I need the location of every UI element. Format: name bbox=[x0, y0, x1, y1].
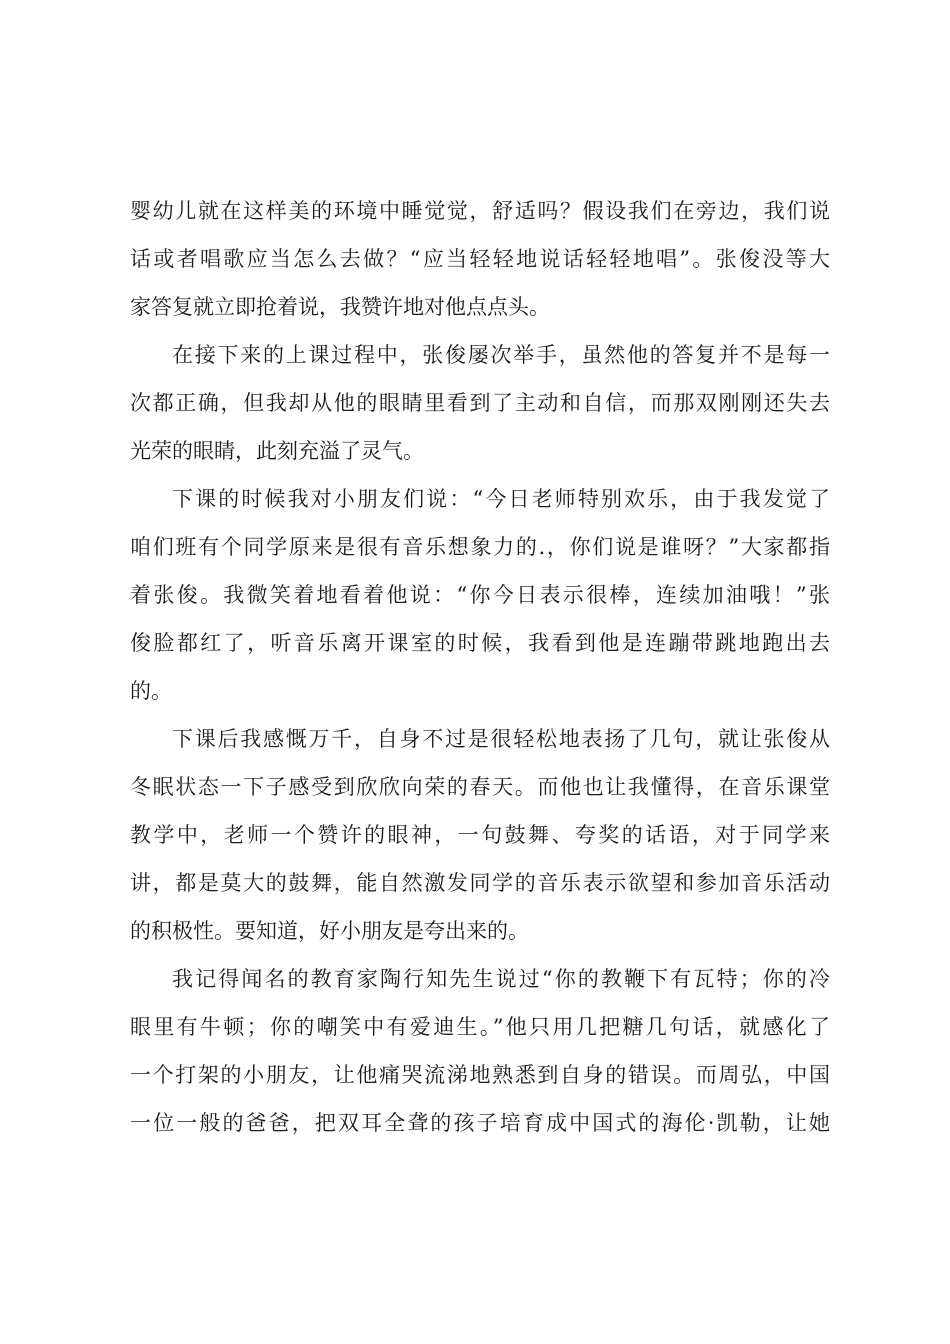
text-line: 下课后我感慨万千，自身不过是很轻松地表扬了几句，就让张俊从 bbox=[172, 727, 830, 751]
text-line: 话或者唱歌应当怎么去做？“应当轻轻地说话轻轻地唱”。张俊没等大 bbox=[130, 247, 830, 271]
text-line: 的。 bbox=[130, 679, 172, 703]
text-line: 家答复就立即抢着说，我赞许地对他点点头。 bbox=[130, 295, 550, 319]
text-line: 教学中，老师一个赞许的眼神，一句鼓舞、夸奖的话语，对于同学来 bbox=[130, 823, 830, 847]
text-line: 的积极性。要知道，好小朋友是夸出来的。 bbox=[130, 919, 529, 943]
paragraph-1 bbox=[130, 187, 830, 331]
text-line: 一个打架的小朋友，让他痛哭流涕地熟悉到自身的错误。而周弘，中国 bbox=[130, 1063, 830, 1087]
paragraph-2 bbox=[130, 331, 830, 475]
text-line: 下课的时候我对小朋友们说：“今日老师特别欢乐，由于我发觉了 bbox=[172, 487, 830, 511]
document-body bbox=[130, 187, 830, 1147]
text-line: 冬眠状态一下子感受到欣欣向荣的春天。而他也让我懂得，在音乐课堂 bbox=[130, 775, 830, 799]
text-line: 咱们班有个同学原来是很有音乐想象力的.，你们说是谁呀？”大家都指 bbox=[130, 535, 830, 559]
text-line: 着张俊。我微笑着地看着他说：“你今日表示很棒，连续加油哦！”张 bbox=[130, 583, 830, 607]
text-line: 讲，都是莫大的鼓舞，能自然激发同学的音乐表示欲望和参加音乐活动 bbox=[130, 871, 830, 895]
text-line: 次都正确，但我却从他的眼睛里看到了主动和自信，而那双刚刚还失去 bbox=[130, 391, 830, 415]
text-line: 光荣的眼睛，此刻充溢了灵气。 bbox=[130, 439, 424, 463]
text-line: 眼里有牛顿；你的嘲笑中有爱迪生。”他只用几把糖几句话，就感化了 bbox=[130, 1015, 830, 1039]
text-line: 婴幼儿就在这样美的环境中睡觉觉，舒适吗？假设我们在旁边，我们说 bbox=[130, 199, 830, 223]
paragraph-3 bbox=[130, 475, 830, 715]
paragraph-5 bbox=[130, 955, 830, 1147]
paragraph-4 bbox=[130, 715, 830, 955]
text-line: 我记得闻名的教育家陶行知先生说过“你的教鞭下有瓦特；你的冷 bbox=[172, 967, 830, 991]
text-line: 在接下来的上课过程中，张俊屡次举手，虽然他的答复并不是每一 bbox=[172, 343, 830, 367]
text-line: 俊脸都红了，听音乐离开课室的时候，我看到他是连蹦带跳地跑出去 bbox=[130, 631, 830, 655]
text-line: 一位一般的爸爸，把双耳全聋的孩子培育成中国式的海伦·凯勒，让她 bbox=[130, 1111, 830, 1135]
